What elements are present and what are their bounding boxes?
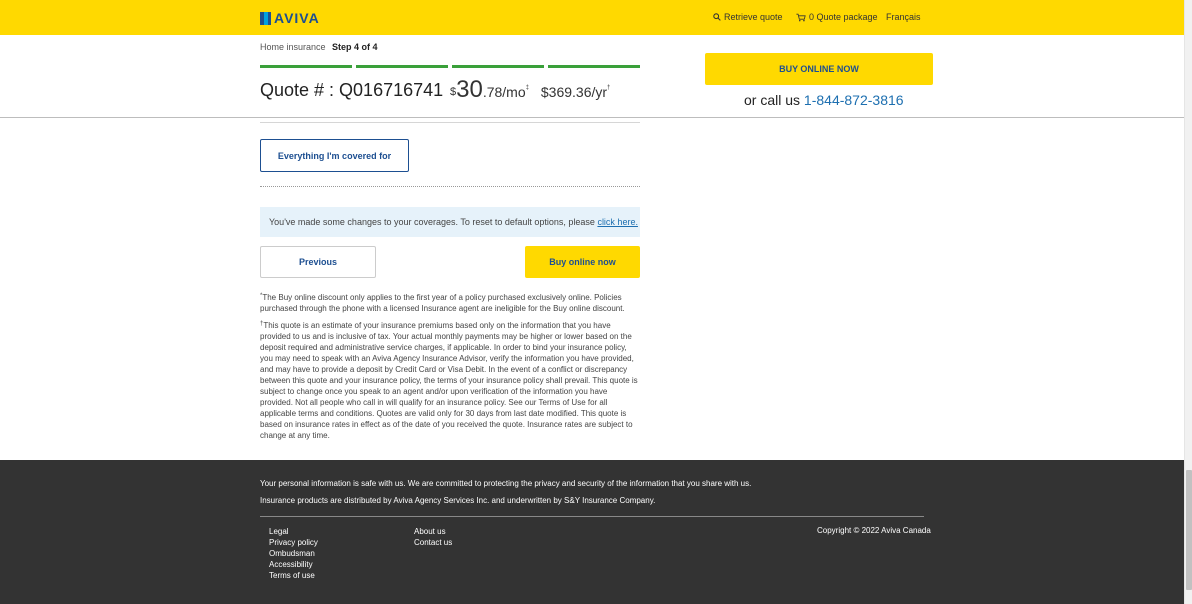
breadcrumb-section: Home insurance — [260, 42, 326, 52]
everything-covered-button[interactable]: Everything I'm covered for — [260, 139, 409, 172]
yearly-price: $369.36/yr — [540, 84, 608, 100]
section-divider — [260, 122, 640, 123]
monthly-price-whole: 30 — [456, 76, 483, 103]
previous-button[interactable]: Previous — [260, 246, 376, 278]
progress-step-2 — [356, 65, 448, 68]
disclaimer1-marker: * — [260, 293, 263, 299]
logo-text: AVIVA — [274, 10, 320, 26]
language-toggle[interactable]: Français — [886, 12, 921, 22]
progress-step-4 — [548, 65, 640, 68]
notice-text: You've made some changes to your coverages. To reset to default options, please — [269, 217, 598, 227]
disclaimer2-marker: † — [260, 321, 264, 327]
footer-link-contact-us[interactable]: Contact us — [414, 538, 453, 547]
call-us-text — [744, 92, 904, 108]
footer-divider — [260, 516, 924, 517]
quote-estimate-disclaimer — [260, 320, 640, 441]
footer-link-legal[interactable]: Legal — [269, 527, 289, 536]
phone-number-link[interactable]: 1-844-872-3816 — [803, 92, 904, 108]
scrollbar-thumb[interactable] — [1186, 470, 1192, 590]
aviva-logo[interactable] — [260, 10, 320, 26]
progress-step-3 — [452, 65, 544, 68]
aviva-logo-icon — [260, 12, 271, 25]
monthly-currency: $ — [450, 86, 457, 98]
buy-online-disclaimer — [260, 292, 640, 314]
footer-links-col1 — [269, 526, 318, 581]
footer — [0, 460, 1184, 604]
progress-step-1 — [260, 65, 352, 68]
retrieve-quote-link[interactable] — [713, 12, 783, 22]
sticky-header-divider — [0, 117, 1184, 118]
buy-online-button[interactable]: Buy online now — [525, 246, 640, 278]
footer-link-privacy-policy[interactable]: Privacy policy — [269, 538, 318, 547]
privacy-statement: Your personal information is safe with us. We are committed to protecting the privacy and security of the information that you share with us. — [260, 479, 752, 488]
yearly-footnote-marker: † — [607, 85, 611, 91]
monthly-price-cents: .78/mo — [482, 84, 526, 100]
call-prefix: or call us — [744, 92, 801, 108]
monthly-footnote-marker: ‡ — [525, 85, 529, 91]
distribution-statement: Insurance products are distributed by Aviva Agency Services Inc. and underwritten by S&Y Insurance Company. — [260, 496, 656, 505]
quote-number: Quote # : Q016716741 — [260, 80, 444, 100]
footer-link-about-us[interactable]: About us — [414, 527, 446, 536]
coverage-change-notice — [260, 207, 640, 237]
footer-link-accessibility[interactable]: Accessibility — [269, 560, 313, 569]
copyright: Copyright © 2022 Aviva Canada — [817, 526, 931, 535]
footer-link-terms-of-use[interactable]: Terms of use — [269, 571, 315, 580]
disclaimer2-text: This quote is an estimate of your insurance premiums based only on the information that you have provided to us and is inclusive of tax. Your actual monthly payments may be higher or lower based on the deposit required and administrative service charges, if applicable. In order to bind your insurance policy, you may need to speak with an Aviva Agency Insurance Advisor, verify the information you have provided, and may have to provide a deposit by Credit Card or Visa Debit. In the event of a conflict or discrepancy between this quote and your insurance policy, the terms of your insurance policy shall prevail. This quote is subject to change once you speak to an agent and/or upon verification of the information you have provided. Not all people who call in will qualify for an insurance policy. See our Terms of Use for all applicable terms and conditions. Quotes are valid only for 30 days from last date modified. This quote is based on insurance rates in effect as of the date of you received the quote. Insurance rates are subject to change at any time. — [260, 321, 638, 440]
breadcrumb — [260, 42, 378, 52]
buy-online-now-button[interactable]: BUY ONLINE NOW — [705, 53, 933, 85]
quote-price — [450, 76, 610, 104]
quote-package-label: 0 Quote package — [809, 12, 878, 22]
search-icon — [713, 13, 721, 21]
top-header — [0, 0, 1184, 35]
footer-links-col2 — [414, 526, 452, 548]
cart-icon — [796, 13, 806, 22]
footer-link-ombudsman[interactable]: Ombudsman — [269, 549, 315, 558]
disclaimer1-text: The Buy online discount only applies to the first year of a policy purchased exclusively online. Policies purchased through the phone with a licensed Insurance agent are ineligible for the Buy online discount. — [260, 293, 625, 313]
progress-bar — [260, 65, 640, 68]
page-scrollbar[interactable] — [1184, 0, 1192, 604]
retrieve-quote-label: Retrieve quote — [724, 12, 783, 22]
reset-coverage-link[interactable]: click here. — [597, 217, 638, 227]
quote-package-link[interactable] — [796, 12, 878, 22]
breadcrumb-step: Step 4 of 4 — [332, 42, 378, 52]
dotted-divider — [260, 186, 640, 187]
